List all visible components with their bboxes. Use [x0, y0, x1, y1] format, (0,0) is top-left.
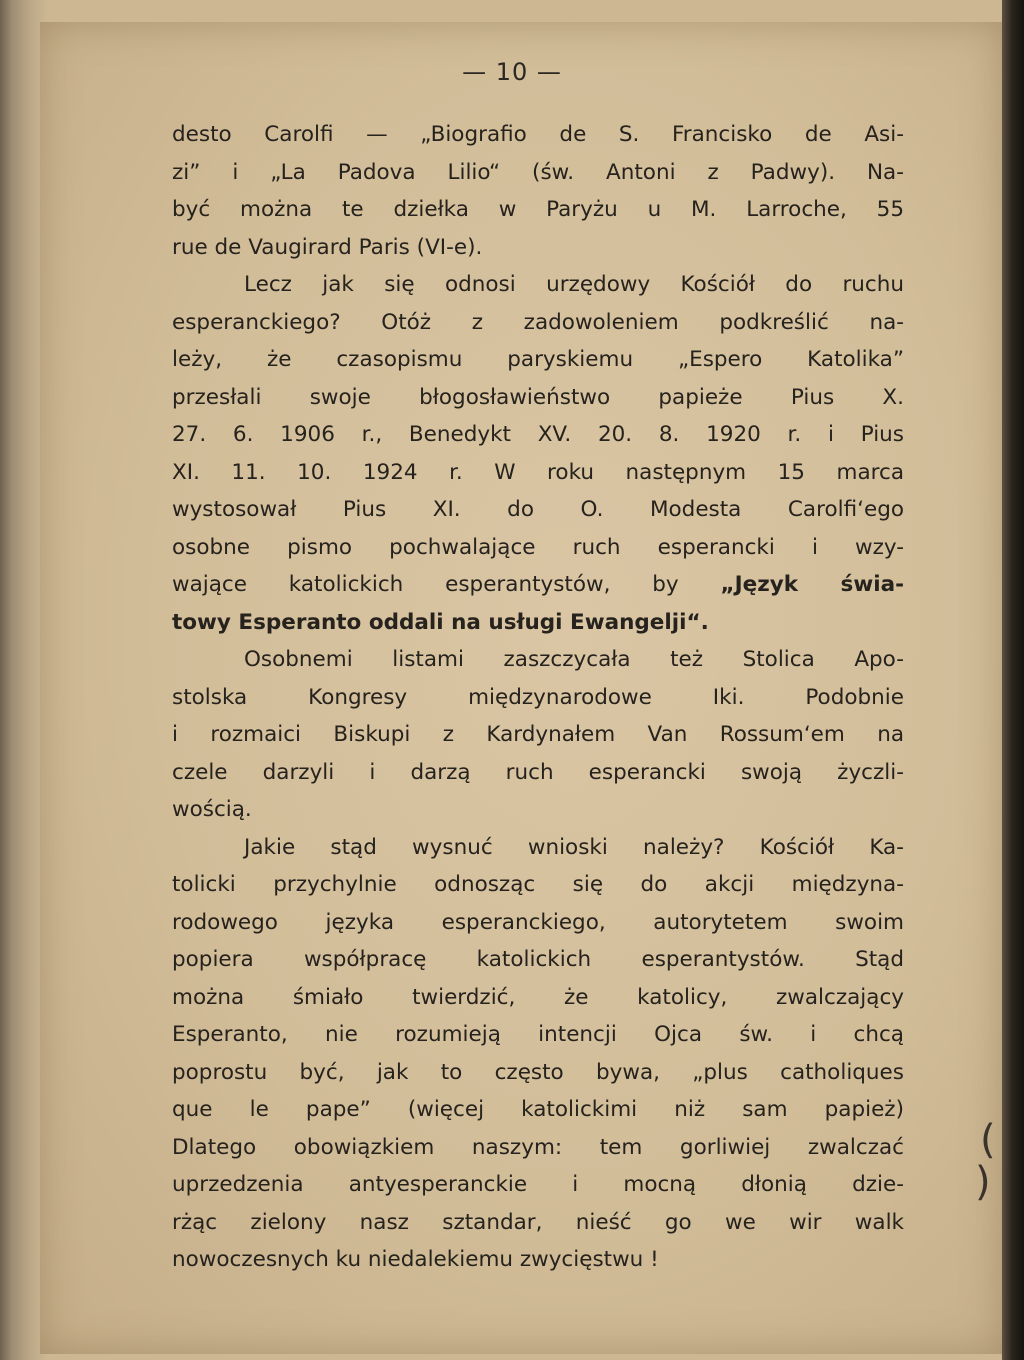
text-line: tolicki przychylnie odnosząc się do akcji międzyna- — [172, 872, 904, 897]
page-number: — 10 — — [462, 58, 562, 86]
text-line: osobne pismo pochwalające ruch esperancki i wzy- — [172, 534, 904, 560]
emphasized-text: towy Esperanto oddali na usługi Ewangelji“. — [172, 609, 709, 635]
text-line: czele darzyli i darzą ruch esperancki swoją życzli- — [172, 759, 904, 785]
paragraph-2 — [172, 266, 904, 641]
text-line: que le pape” (więcej katolickimi niż sam papież) — [172, 1097, 904, 1122]
text-line: wystosował Pius XI. do O. Modesta Carolfi‘ego — [172, 497, 904, 522]
text-line: wością. — [172, 797, 252, 822]
text-line: i rozmaici Biskupi z Kardynałem Van Rossum‘em na — [172, 722, 904, 747]
emphasized-text: „Język świa- — [720, 572, 904, 597]
body-text — [172, 116, 904, 1279]
right-edge-shadow — [1002, 0, 1024, 1360]
text-line: zi” i „La Padova Lilio“ (św. Antoni z Padwy). Na- — [172, 159, 904, 185]
text-line — [172, 566, 904, 604]
text-line: można śmiało twierdzić, że katolicy, zwalczający — [172, 984, 904, 1010]
text-line: Esperanto, nie rozumieją intencji Ojca św. i chcą — [172, 1022, 904, 1047]
text-line: Dlatego obowiązkiem naszym: tem gorliwiej zwalczać — [172, 1134, 904, 1160]
text-line: Jakie stąd wysnuć wnioski należy? Kościół Ka- — [244, 834, 904, 860]
paragraph-1 — [172, 116, 904, 266]
text-line: popiera współpracę katolickich esperantystów. Stąd — [172, 947, 904, 972]
text-line: poprostu być, jak to często bywa, „plus catholiques — [172, 1059, 904, 1085]
text-line: esperanckiego? Otóż z zadowoleniem podkreślić na- — [172, 309, 904, 335]
text-fragment: wające katolickich esperantystów, by — [172, 572, 721, 597]
margin-bracket-mark: ( — [980, 1117, 996, 1163]
text-line: uprzedzenia antyesperanckie i mocną dłonią dzie- — [172, 1172, 904, 1197]
text-line: rodowego języka esperanckiego, autorytetem swoim — [172, 909, 904, 935]
text-line: Lecz jak się odnosi urzędowy Kościół do ruchu — [244, 272, 904, 297]
paragraph-3 — [172, 641, 904, 829]
text-line: 27. 6. 1906 r., Benedykt XV. 20. 8. 1920 r. i Pius — [172, 422, 904, 447]
text-line: XI. 11. 10. 1924 r. W roku następnym 15 marca — [172, 459, 904, 485]
text-line: być można te dziełka w Paryżu u M. Larroche, 55 — [172, 197, 904, 222]
text-line: leży, że czasopismu paryskiemu „Espero Katolika” — [172, 347, 904, 372]
paragraph-4 — [172, 829, 904, 1279]
text-line: stolska Kongresy międzynarodowe Iki. Podobnie — [172, 684, 904, 710]
text-line: rżąc zielony nasz sztandar, nieść go we wir walk — [172, 1209, 904, 1235]
text-line: Osobnemi listami zaszczycała też Stolica Apo- — [244, 647, 904, 672]
text-line: przesłali swoje błogosławieństwo papieże Pius X. — [172, 384, 904, 410]
text-line: nowoczesnych ku niedalekiemu zwycięstwu ! — [172, 1247, 659, 1272]
text-line: rue de Vaugirard Paris (VI-e). — [172, 234, 483, 260]
text-line: desto Carolfi — „Biografio de S. Francisko de Asi- — [172, 122, 904, 147]
margin-bracket-mark: ) — [975, 1159, 991, 1205]
